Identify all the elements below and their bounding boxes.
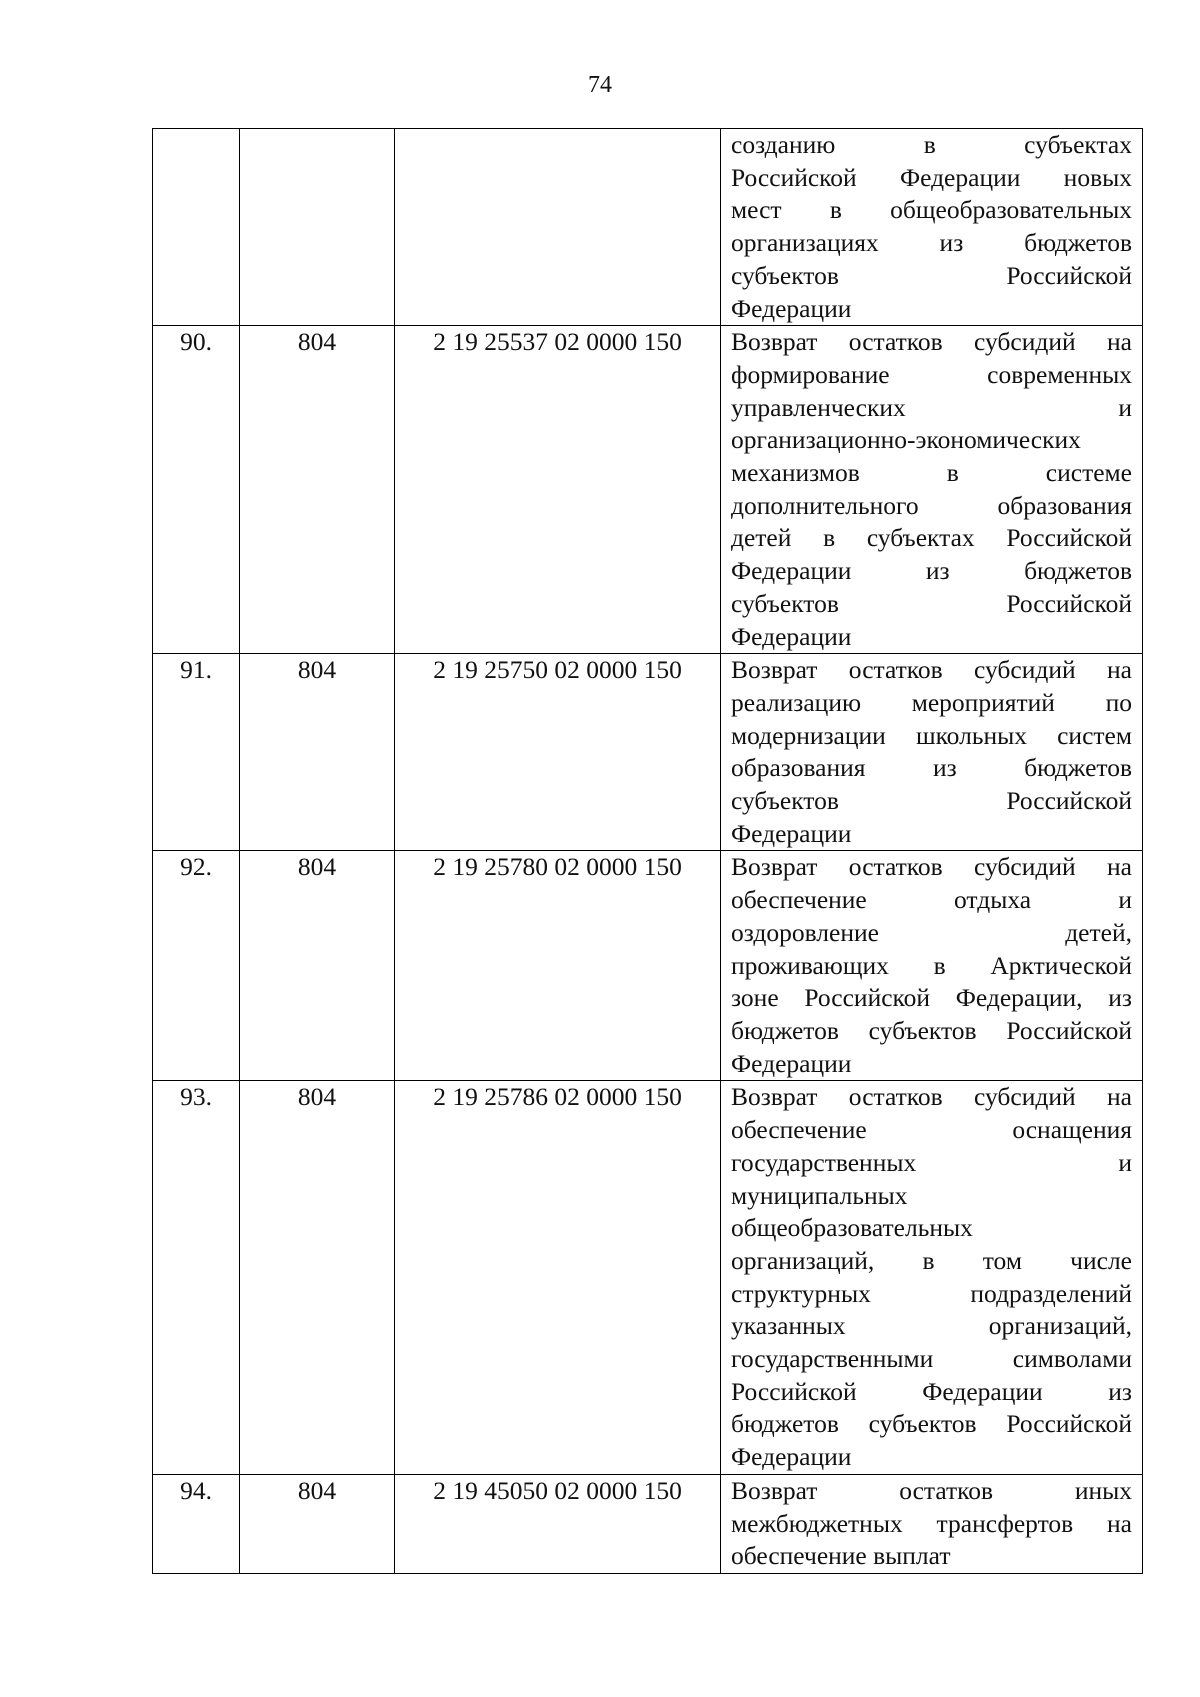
revenue-name-line: указанных организаций, xyxy=(731,1311,1132,1341)
revenue-name-cell xyxy=(721,1474,1143,1573)
admin-code-cell xyxy=(240,129,395,326)
revenue-name-line: Возврат остатков иных xyxy=(731,1475,1132,1505)
budget-codes-table xyxy=(152,128,1143,1574)
revenue-name-line: мест в общеобразовательных xyxy=(731,195,1132,225)
revenue-name-line: общеобразовательных xyxy=(731,1213,973,1243)
revenue-name-line: оздоровление детей, xyxy=(731,917,1132,947)
revenue-name-line: детей в субъектах Российской xyxy=(731,523,1132,553)
revenue-name-line: Возврат остатков субсидий на xyxy=(731,1082,1132,1112)
row-number-cell: 91. xyxy=(153,654,240,851)
revenue-name-line: обеспечение отдыха и xyxy=(731,885,1132,915)
revenue-name-cell xyxy=(721,129,1143,326)
revenue-name-line: организаций, в том числе xyxy=(731,1245,1132,1275)
revenue-name-line: созданию в субъектах xyxy=(731,130,1132,159)
revenue-name-line: Федерации xyxy=(731,1442,852,1472)
table-row xyxy=(153,654,1143,851)
revenue-name-line: организационно-экономических xyxy=(731,425,1081,455)
revenue-name-line: организациях из бюджетов xyxy=(731,228,1132,258)
revenue-name-line: субъектов Российской xyxy=(731,260,1132,290)
table-row xyxy=(153,129,1143,326)
revenue-name-line: модернизации школьных систем xyxy=(731,720,1132,750)
revenue-name-line: образования из бюджетов xyxy=(731,753,1132,783)
revenue-name-line: Федерации из бюджетов xyxy=(731,556,1132,586)
revenue-name-cell xyxy=(721,851,1143,1081)
revenue-name-line: муниципальных xyxy=(731,1180,908,1210)
revenue-name-line: субъектов Российской xyxy=(731,786,1132,816)
revenue-name-cell xyxy=(721,1081,1143,1474)
revenue-name-cell xyxy=(721,326,1143,654)
revenue-name-line: государственными символами xyxy=(731,1344,1132,1374)
revenue-name-line: государственных и xyxy=(731,1147,1132,1177)
budget-code-cell xyxy=(395,129,721,326)
budget-code-cell: 2 19 25750 02 0000 150 xyxy=(395,654,721,851)
revenue-name-cell xyxy=(721,654,1143,851)
revenue-name-line: реализацию мероприятий по xyxy=(731,687,1132,717)
revenue-name-line: Российской Федерации из xyxy=(731,1376,1132,1406)
budget-code-cell: 2 19 25537 02 0000 150 xyxy=(395,326,721,654)
row-number-cell: 93. xyxy=(153,1081,240,1474)
revenue-name-line: проживающих в Арктической xyxy=(731,950,1132,980)
row-number-cell xyxy=(153,129,240,326)
revenue-name-line: Возврат остатков субсидий на xyxy=(731,655,1132,685)
admin-code-cell: 804 xyxy=(240,1474,395,1573)
budget-code-cell: 2 19 25780 02 0000 150 xyxy=(395,851,721,1081)
admin-code-cell: 804 xyxy=(240,654,395,851)
revenue-name-line: Федерации xyxy=(731,293,852,323)
budget-code-cell: 2 19 45050 02 0000 150 xyxy=(395,1474,721,1573)
table-row xyxy=(153,1474,1143,1573)
revenue-name-line: механизмов в системе xyxy=(731,458,1132,488)
revenue-name-line: дополнительного образования xyxy=(731,490,1132,520)
revenue-name-line: Возврат остатков субсидий на xyxy=(731,327,1132,357)
revenue-name-line: Федерации xyxy=(731,1048,852,1078)
admin-code-cell: 804 xyxy=(240,851,395,1081)
revenue-name-line: субъектов Российской xyxy=(731,588,1132,618)
revenue-name-line: Федерации xyxy=(731,621,852,651)
revenue-name-line: Российской Федерации новых xyxy=(731,162,1132,192)
revenue-name-line: обеспечение выплат xyxy=(731,1541,951,1571)
revenue-name-line: формирование современных xyxy=(731,359,1132,389)
table-row xyxy=(153,851,1143,1081)
table-row xyxy=(153,1081,1143,1474)
revenue-name-line: межбюджетных трансфертов на xyxy=(731,1508,1132,1538)
table-body xyxy=(153,129,1143,1574)
admin-code-cell: 804 xyxy=(240,1081,395,1474)
revenue-name-line: бюджетов субъектов Российской xyxy=(731,1409,1132,1439)
revenue-name-line: обеспечение оснащения xyxy=(731,1115,1132,1145)
budget-code-cell: 2 19 25786 02 0000 150 xyxy=(395,1081,721,1474)
page-number: 74 xyxy=(588,72,612,98)
revenue-name-line: Возврат остатков субсидий на xyxy=(731,852,1132,882)
table-row xyxy=(153,326,1143,654)
revenue-name-line: Федерации xyxy=(731,818,852,848)
admin-code-cell: 804 xyxy=(240,326,395,654)
revenue-name-line: зоне Российской Федерации, из xyxy=(731,983,1132,1013)
row-number-cell: 94. xyxy=(153,1474,240,1573)
row-number-cell: 90. xyxy=(153,326,240,654)
revenue-name-line: бюджетов субъектов Российской xyxy=(731,1015,1132,1045)
revenue-name-line: управленческих и xyxy=(731,392,1132,422)
revenue-name-line: структурных подразделений xyxy=(731,1278,1132,1308)
row-number-cell: 92. xyxy=(153,851,240,1081)
